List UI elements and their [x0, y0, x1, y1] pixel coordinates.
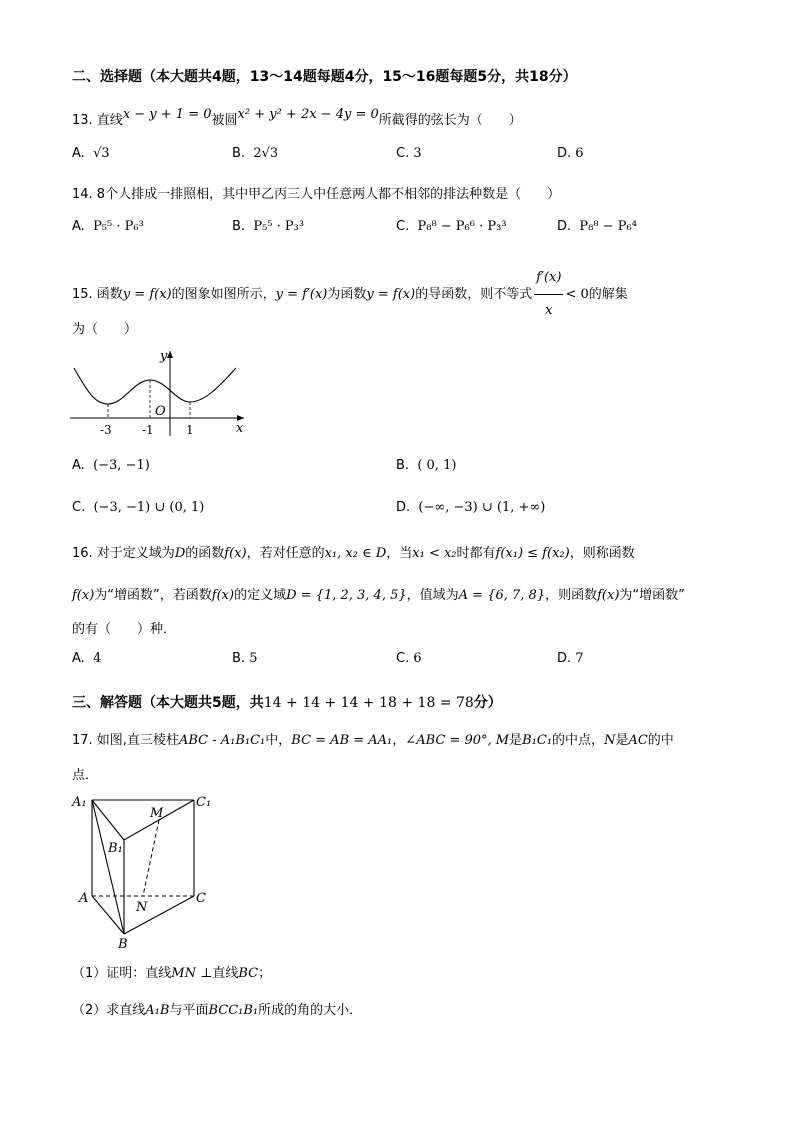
- label-B: B: [118, 937, 128, 952]
- q13-option-c[interactable]: C. 3: [396, 146, 422, 161]
- tick-minus1: -1: [142, 423, 154, 436]
- q15-option-b[interactable]: B. ( 0, 1): [396, 458, 457, 473]
- y-axis-label: y: [160, 349, 168, 364]
- q15-option-a[interactable]: A. (−3, −1): [72, 458, 150, 473]
- label-A: A: [79, 891, 89, 906]
- label-B1: B₁: [108, 841, 123, 856]
- label-A1: A₁: [72, 795, 87, 810]
- question-14-stem: 14. 8个人排成一排照相，其中甲乙丙三人中任意两人都不相邻的排法种数是（ ）: [72, 187, 561, 202]
- q16-option-d[interactable]: D. 7: [557, 651, 584, 666]
- label-M: M: [150, 806, 164, 821]
- q13-option-d[interactable]: D. 6: [557, 146, 584, 161]
- q13-circle-eq: x² + y² + 2x − 4y = 0: [237, 107, 379, 122]
- question-16-line3: 的有（ ）种．: [72, 622, 177, 637]
- label-C1: C₁: [196, 795, 212, 810]
- question-16-line1: 16. 对于定义域为D的函数f(x)，若对任意的x₁, x₂ ∈ D，当x₁ < x₂时都有f(x₁) ≤ f(x₂)，则称函数: [72, 546, 635, 561]
- x-axis-label: x: [236, 421, 244, 436]
- q14-option-b[interactable]: B. P₅⁵ · P₃³: [232, 219, 305, 234]
- q13-tail: 所截得的弦长为（ ）: [378, 113, 522, 128]
- question-15-stem: 15. 函数y = f(x)的图象如图所示，y = f′(x)为函数y = f(x)的导函数，则不等式 $\frac{f'(x)}{x}$ < 0的解集: [72, 262, 628, 327]
- y-axis-arrow: [167, 351, 173, 358]
- q16-option-c[interactable]: C. 6: [396, 651, 422, 666]
- q15-function-graph: [64, 344, 264, 436]
- tick-1: 1: [186, 423, 194, 436]
- question-17-line1: 17. 如图,直三棱柱ABC - A₁B₁C₁中，BC = AB = AA₁，∠ABC = 90°, M是B₁C₁的中点，N是AC的中: [72, 733, 674, 748]
- q14-option-c[interactable]: C. P₈⁸ − P₆⁶ · P₃³: [396, 219, 507, 234]
- q13-option-a[interactable]: A. √3: [72, 146, 110, 161]
- segment-MN-hidden: [143, 820, 159, 896]
- edge-BC: [124, 896, 194, 934]
- q13-num: 13. 直线: [72, 113, 123, 128]
- question-17-line2: 点．: [72, 768, 99, 783]
- question-16-line2: f(x)为“增函数”，若函数f(x)的定义域D = {1, 2, 3, 4, 5}，值域为A = {6, 7, 8}，则函数f(x)为“增函数”: [72, 588, 685, 603]
- function-curve: [74, 368, 236, 404]
- q15-fraction: $\frac{f'(x)}{x}$: [534, 262, 563, 327]
- q13-option-b[interactable]: B. 2√3: [232, 146, 279, 161]
- q16-option-a[interactable]: A. 4: [72, 651, 102, 666]
- q13-line-eq: x − y + 1 = 0: [122, 107, 212, 122]
- q15-line2: 为（ ）: [72, 322, 138, 337]
- q14-option-d[interactable]: D. P₈⁸ − P₆⁴: [557, 219, 637, 234]
- tick-minus3: -3: [100, 423, 112, 436]
- q17-part-2: （2）求直线A₁B与平面BCC₁B₁所成的角的大小．: [72, 1003, 363, 1018]
- label-C: C: [196, 891, 206, 906]
- q17-prism-figure: [68, 788, 228, 953]
- label-N: N: [136, 900, 148, 915]
- section-title-answer: 三、解答题（本大题共5题，共14 + 14 + 14 + 18 + 18 = 78分）: [72, 695, 502, 711]
- q17-part-1: （1）证明：直线MN ⊥直线BC；: [72, 966, 272, 981]
- q15-option-c[interactable]: C. (−3, −1) ∪ (0, 1): [72, 500, 205, 515]
- origin-label: O: [155, 404, 166, 419]
- section-title-choice: 二、选择题（本大题共4题，13～14题每题4分，15～16题每题5分，共18分）: [72, 69, 577, 85]
- q14-option-a[interactable]: A. P₅⁵ · P₆³: [72, 219, 144, 234]
- q13-mid: 被圆: [211, 113, 238, 128]
- question-13-stem: [72, 109, 522, 128]
- q16-option-b[interactable]: B. 5: [232, 651, 258, 666]
- q15-option-d[interactable]: D. (−∞, −3) ∪ (1, +∞): [396, 500, 546, 515]
